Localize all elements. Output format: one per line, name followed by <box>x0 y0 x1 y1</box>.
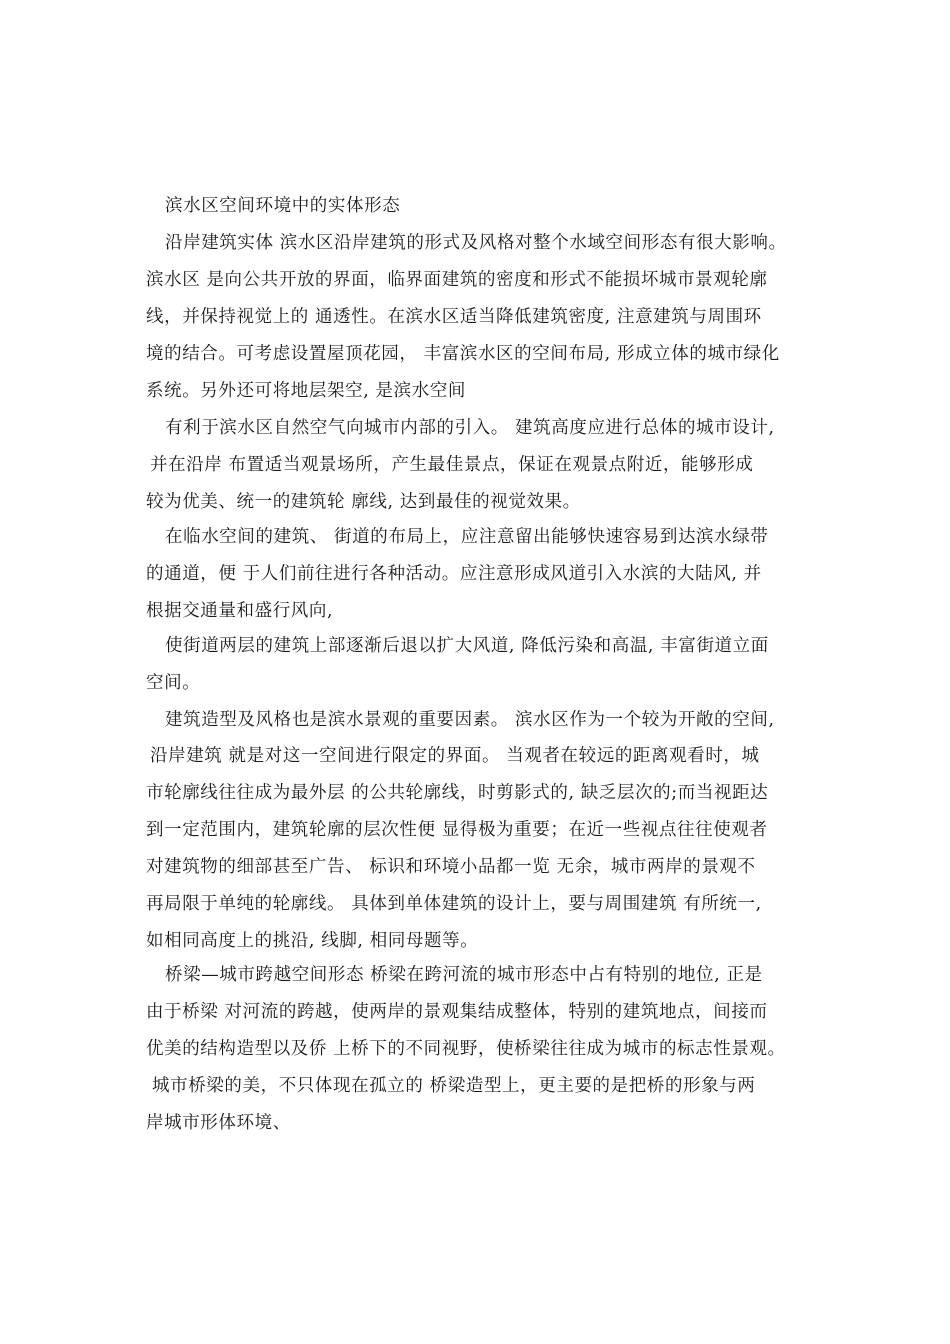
text-line: 滨水区 是向公共开放的界面，临界面建筑的密度和形式不能损坏城市景观轮廓 <box>146 270 768 290</box>
text-line: 建筑造型及风格也是滨水景观的重要因素。 滨水区作为一个较为开敞的空间, <box>165 710 775 730</box>
text-line: 在临水空间的建筑、 街道的布局上，应注意留出能够快速容易到达滨水绿带 <box>165 527 769 547</box>
text-line: 沿岸建筑实体 滨水区沿岸建筑的形式及风格对整个水域空间形态有很大影响。 <box>165 233 787 253</box>
text-line: 系统。另外还可将地层架空, 是滨水空间 <box>146 381 467 401</box>
text-line: 并在沿岸 布置适当观景场所，产生最佳景点，保证在观景点附近，能够形成 <box>150 455 754 475</box>
text-line: 较为优美、统一的建筑轮 廓线, 达到最佳的视觉效果。 <box>146 492 581 512</box>
document-title: 滨水区空间环境中的实体形态 <box>165 196 401 216</box>
text-line: 由于桥梁 对河流的跨越，使两岸的景观集结成整体，特别的建筑地点，间接而 <box>146 1002 768 1022</box>
text-line: 再局限于单纯的轮廓线。 具体到单体建筑的设计上，要与周围建筑 有所统一, <box>146 894 762 914</box>
text-line: 线，并保持视觉上的 通透性。在滨水区适当降低建筑密度, 注意建筑与周围环 <box>146 307 762 327</box>
text-line: 桥梁—城市跨越空间形态 桥梁在跨河流的城市形态中占有特别的地位, 正是 <box>165 965 763 985</box>
text-line: 根据交通量和盛行风向, <box>146 601 334 621</box>
text-line: 境的结合。可考虑设置屋顶花园， 丰富滨水区的空间布局, 形成立体的城市绿化 <box>146 344 780 364</box>
text-line: 如相同高度上的挑沿, 线脚, 相同母题等。 <box>146 931 479 951</box>
text-line: 对建筑物的细部甚至广告、 标识和环境小品都一览 无余，城市两岸的景观不 <box>146 857 756 877</box>
text-line: 沿岸建筑 就是对这一空间进行限定的界面。 当观者在较远的距离观看时，城 <box>150 746 760 766</box>
text-line: 城市桥梁的美，不只体现在孤立的 桥梁造型上，更主要的是把桥的形象与两 <box>152 1076 756 1096</box>
text-line: 使街道两层的建筑上部逐渐后退以扩大风道, 降低污染和高温, 丰富街道立面 <box>165 636 769 656</box>
text-line: 空间。 <box>146 673 201 693</box>
text-line: 有利于滨水区自然空气向城市内部的引入。 建筑高度应进行总体的城市设计, <box>165 418 775 438</box>
text-line: 的通道，便 于人们前往进行各种活动。应注意形成风道引入水滨的大陆风, 并 <box>146 564 762 584</box>
text-line: 优美的结构造型以及侨 上桥下的不同视野，使桥梁往往成为城市的标志性景观。 <box>146 1039 786 1059</box>
text-line: 岸城市形体环境、 <box>146 1113 291 1133</box>
text-line: 到一定范围内，建筑轮廓的层次性便 显得极为重要；在近一些视点往往使观者 <box>146 820 768 840</box>
text-line: 市轮廓线往往成为最外层 的公共轮廓线，时剪影式的, 缺乏层次的;而当视距达 <box>146 783 769 803</box>
